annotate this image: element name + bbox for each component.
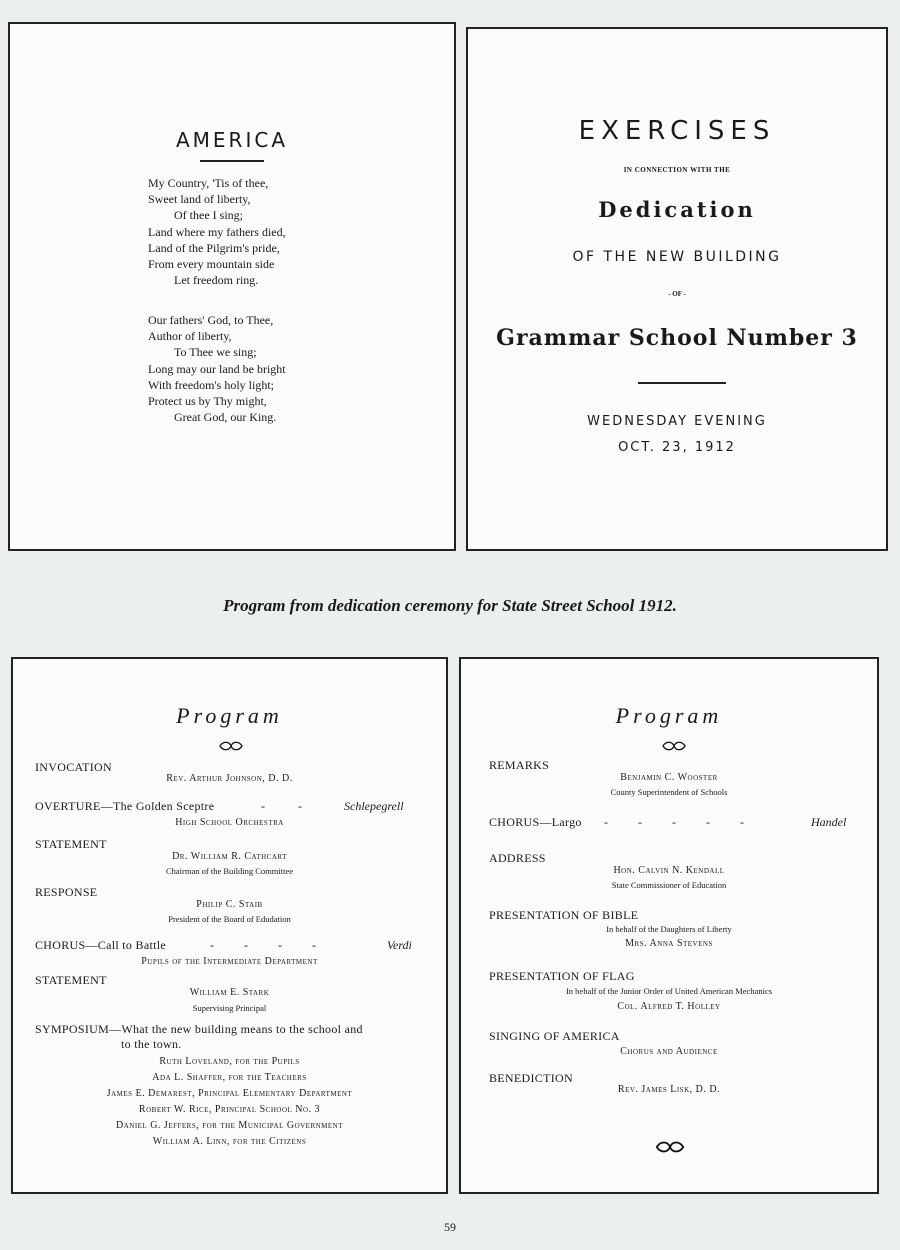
singing-performer: Chorus and Audience [620,1046,718,1057]
cover-divider [638,382,726,384]
invocation-heading: INVOCATION [35,760,112,774]
verse-line: Of thee I sing; [174,208,243,223]
remarks-speaker: Benjamin C. Wooster [620,772,718,783]
event-day: WEDNESDAY EVENING [587,414,767,429]
remarks-speaker-role: County Superintendent of Schools [610,787,728,797]
overture-composer: Schlepegrell [344,799,404,813]
ornament-icon [661,741,687,751]
verse-line: Sweet land of liberty, [148,192,251,207]
benediction-speaker: Rev. James Lisk, D. D. [617,1084,721,1095]
symposium-speaker: Ruth Loveland, for the Pupils [159,1056,300,1067]
program-left-panel [11,657,448,1194]
america-panel [8,22,456,551]
leader-dashes: - - [261,799,302,813]
new-building-line: OF THE NEW BUILDING [572,249,782,265]
statement-speaker-role: Supervising Principal [192,1003,267,1013]
flag-heading: PRESENTATION OF FLAG [489,969,635,983]
bible-presenter: Mrs. Anna Stevens [625,938,713,949]
flag-presenter: Col. Alfred T. Holley [617,1001,721,1012]
invocation-speaker: Rev. Arthur Johnson, D. D. [166,773,293,784]
dedication-heading: Dedication [598,197,756,222]
verse-two [148,312,286,425]
america-title: AMERICA [175,128,288,152]
chorus-heading: CHORUS—Largo [489,815,582,829]
remarks-heading: REMARKS [489,758,550,772]
address-heading: ADDRESS [489,851,546,865]
ornament-icon [218,741,244,751]
verse-line: Great God, our King. [174,410,277,425]
verse-line: To Thee we sing; [174,345,257,360]
symposium-heading: SYMPOSIUM—What the new building means to the school and [35,1022,363,1036]
cover-title: EXERCISES [578,116,776,146]
verse-line: My Country, 'Tis of thee, [148,176,269,190]
benediction-heading: BENEDICTION [489,1071,573,1085]
verse-line: Our fathers' God, to Thee, [148,313,274,327]
verse-one [148,175,286,288]
ornament-icon [654,1141,686,1153]
symposium-speaker: William A. Linn, for the Citizens [152,1136,307,1147]
verse-line: Long may our land be bright [148,361,286,376]
verse-line: From every mountain side [148,257,275,272]
event-date: OCT. 23, 1912 [618,440,736,455]
chorus-heading: CHORUS—Call to Battle [35,938,166,952]
response-speaker: Philip C. Staib [196,899,263,910]
chorus-performer: Pupils of the Intermediate Department [141,956,318,967]
leader-dashes: - - - - [210,938,316,952]
statement-speaker-role: Chairman of the Building Committee [165,866,293,876]
school-name: Grammar School Number 3 [496,325,858,351]
verse-line: Author of liberty, [148,329,232,344]
program-title: Program [615,703,723,728]
cover-panel [466,27,888,551]
overture-heading: OVERTURE—The Golden Sceptre [35,799,215,813]
statement-speaker: Dr. William R. Cathcart [172,851,287,862]
verse-line: Land where my fathers died, [148,224,286,239]
flag-behalf: In behalf of the Junior Order of United American Mechanics [565,986,773,996]
overture-performer: High School Orchestra [175,817,284,828]
bible-behalf: In behalf of the Daughters of Liberty [606,924,732,934]
statement-speaker: William E. Stark [189,987,270,998]
connection-line: IN CONNECTION WITH THE [623,166,731,174]
photo-caption: Program from dedication ceremony for State Street School 1912. [223,596,677,615]
response-speaker-role: President of the Board of Edudation [168,914,291,924]
address-speaker-role: State Commissioner of Education [611,880,727,890]
statement-heading: STATEMENT [35,837,107,851]
chorus-composer: Verdi [387,938,412,952]
verse-line: Protect us by Thy might, [148,394,267,409]
of-line: - OF - [668,290,686,298]
singing-heading: SINGING OF AMERICA [489,1029,620,1043]
symposium-speaker: Ada L. Shaffer, for the Teachers [152,1072,307,1083]
statement-heading: STATEMENT [35,973,107,987]
program-right-panel [459,657,879,1194]
verse-line: Land of the Pilgrim's pride, [148,240,280,255]
title-divider [200,160,264,162]
symposium-continuation: to the town. [121,1037,182,1051]
address-speaker: Hon. Calvin N. Kendall [613,865,725,876]
bible-heading: PRESENTATION OF BIBLE [489,908,639,922]
verse-line: With freedom's holy light; [148,377,274,392]
response-heading: RESPONSE [35,885,98,899]
symposium-speaker: Robert W. Rice, Principal School No. 3 [138,1104,321,1115]
page-number: 59 [444,1220,456,1234]
verse-line: Let freedom ring. [174,273,259,288]
leader-dashes: - - - - - [604,815,744,829]
symposium-speaker: Daniel G. Jeffers, for the Municipal Government [115,1120,344,1131]
chorus-composer: Handel [811,815,847,829]
program-title: Program [176,703,283,728]
symposium-speaker: James E. Demarest, Principal Elementary Department [106,1088,353,1099]
